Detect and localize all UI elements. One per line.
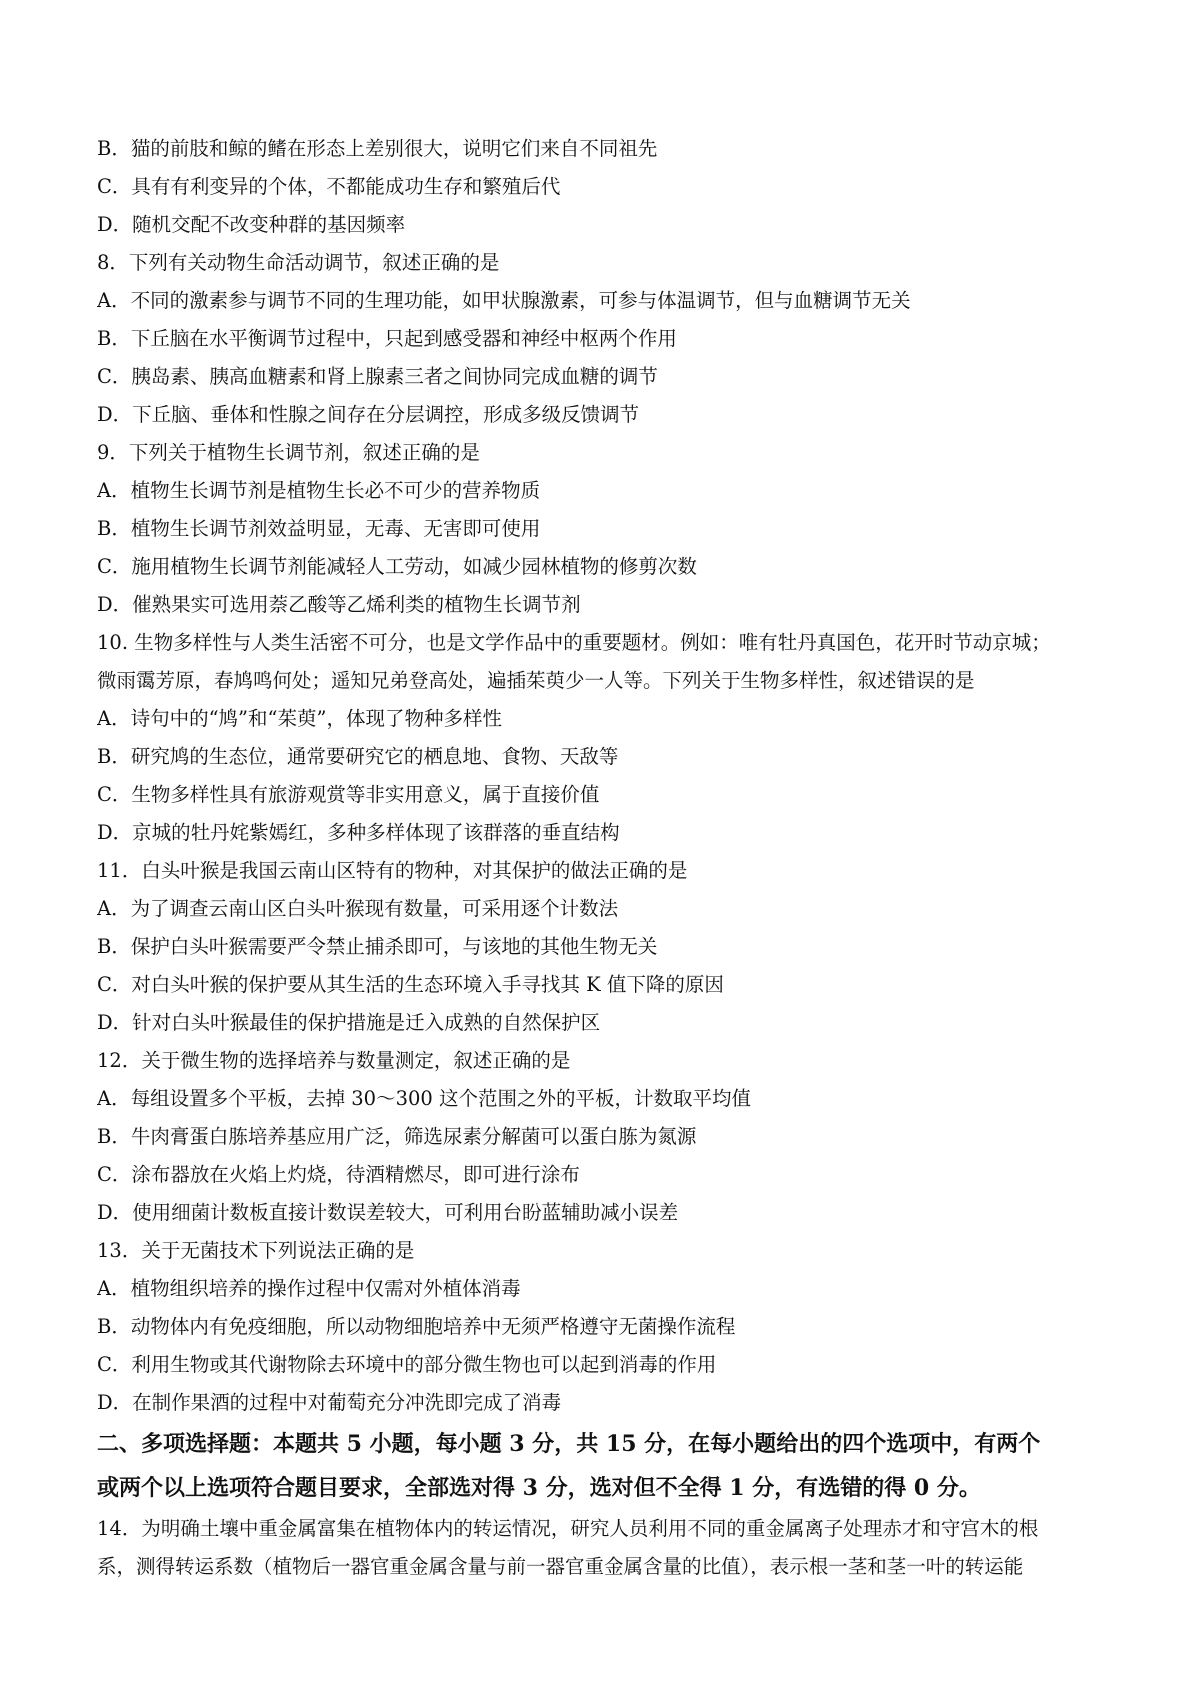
option-d-q13: D．在制作果酒的过程中对葡萄充分冲洗即完成了消毒 [97, 1391, 562, 1414]
section-heading-line-2: 或两个以上选项符合题目要求，全部选对得 3 分，选对但不全得 1 分，有选错的得 0 分。 [97, 1475, 981, 1501]
option-d-q9: D．催熟果实可选用萘乙酸等乙烯利类的植物生长调节剂 [97, 593, 581, 616]
question-13-stem: 13．关于无菌技术下列说法正确的是 [97, 1239, 415, 1262]
option-b-q7: B．猫的前肢和鲸的鳍在形态上差别很大，说明它们来自不同祖先 [97, 137, 658, 160]
option-c-q12: C．涂布器放在火焰上灼烧，待酒精燃尽，即可进行涂布 [97, 1163, 580, 1186]
option-b-q8: B．下丘脑在水平衡调节过程中，只起到感受器和神经中枢两个作用 [97, 327, 677, 350]
option-d-q11: D．针对白头叶猴最佳的保护措施是迁入成熟的自然保护区 [97, 1011, 601, 1034]
question-8-stem: 8．下列有关动物生命活动调节，叙述正确的是 [97, 251, 500, 274]
option-b-q12: B．牛肉膏蛋白胨培养基应用广泛，筛选尿素分解菌可以蛋白胨为氮源 [97, 1125, 697, 1148]
section-heading [97, 1422, 1127, 1510]
option-c-q7: C．具有有利变异的个体，不都能成功生存和繁殖后代 [97, 175, 561, 198]
option-c-q13: C．利用生物或其代谢物除去环境中的部分微生物也可以起到消毒的作用 [97, 1353, 717, 1376]
option-a-q11: A．为了调查云南山区白头叶猴现有数量，可采用逐个计数法 [97, 897, 619, 920]
question-12-stem: 12．关于微生物的选择培养与数量测定，叙述正确的是 [97, 1049, 571, 1072]
section-heading-line-1: 二、多项选择题：本题共 5 小题，每小题 3 分，共 15 分，在每小题给出的四个选项中，有两个 [97, 1431, 1041, 1457]
question-9-stem: 9．下列关于植物生长调节剂，叙述正确的是 [97, 441, 480, 464]
question-11-stem: 11．白头叶猴是我国云南山区特有的物种，对其保护的做法正确的是 [97, 859, 688, 882]
option-a-q12: A．每组设置多个平板，去掉 30～300 这个范围之外的平板，计数取平均值 [97, 1087, 752, 1110]
question-14-stem-line-2: 系，测得转运系数（植物后一器官重金属含量与前一器官重金属含量的比值），表示根一茎和茎一叶的转运能 [97, 1555, 1024, 1578]
option-c-q10: C．生物多样性具有旅游观赏等非实用意义，属于直接价值 [97, 783, 600, 806]
option-a-q8: A．不同的激素参与调节不同的生理功能，如甲状腺激素，可参与体温调节，但与血糖调节无关 [97, 289, 911, 312]
question-lines-top [97, 130, 1127, 1422]
question-10-stem-line-2: 微雨霭芳原，春鸠鸣何处；遥知兄弟登高处，遍插茱萸少一人等。下列关于生物多样性，叙述错误的是 [97, 669, 975, 692]
option-a-q13: A．植物组织培养的操作过程中仅需对外植体消毒 [97, 1277, 521, 1300]
option-b-q11: B．保护白头叶猴需要严令禁止捕杀即可，与该地的其他生物无关 [97, 935, 658, 958]
option-c-q8: C．胰岛素、胰高血糖素和肾上腺素三者之间协同完成血糖的调节 [97, 365, 658, 388]
option-c-q9: C．施用植物生长调节剂能减轻人工劳动，如减少园林植物的修剪次数 [97, 555, 697, 578]
option-b-q13: B．动物体内有免疫细胞，所以动物细胞培养中无须严格遵守无菌操作流程 [97, 1315, 736, 1338]
option-b-q9: B．植物生长调节剂效益明显，无毒、无害即可使用 [97, 517, 541, 540]
option-b-q10: B．研究鸠的生态位，通常要研究它的栖息地、食物、天敌等 [97, 745, 619, 768]
option-c-q11: C．对白头叶猴的保护要从其生活的生态环境入手寻找其 K 值下降的原因 [97, 973, 724, 996]
option-a-q10: A．诗句中的“鸠”和“茱萸”，体现了物种多样性 [97, 707, 502, 730]
option-d-q7: D．随机交配不改变种群的基因频率 [97, 213, 406, 236]
question-14-stem-line-1: 14．为明确土壤中重金属富集在植物体内的转运情况，研究人员利用不同的重金属离子处理赤才和守宫木的根 [97, 1517, 1039, 1540]
option-d-q10: D．京城的牡丹姹紫嫣红，多种多样体现了该群落的垂直结构 [97, 821, 620, 844]
exam-page [97, 130, 1127, 1586]
option-a-q9: A．植物生长调节剂是植物生长必不可少的营养物质 [97, 479, 541, 502]
question-10-stem-line-1: 10. 生物多样性与人类生活密不可分，也是文学作品中的重要题材。例如：唯有牡丹真国色，花开时节动京城； [97, 631, 1051, 654]
option-d-q12: D．使用细菌计数板直接计数误差较大，可利用台盼蓝辅助减小误差 [97, 1201, 679, 1224]
option-d-q8: D．下丘脑、垂体和性腺之间存在分层调控，形成多级反馈调节 [97, 403, 640, 426]
question-lines-bottom [97, 1510, 1127, 1586]
